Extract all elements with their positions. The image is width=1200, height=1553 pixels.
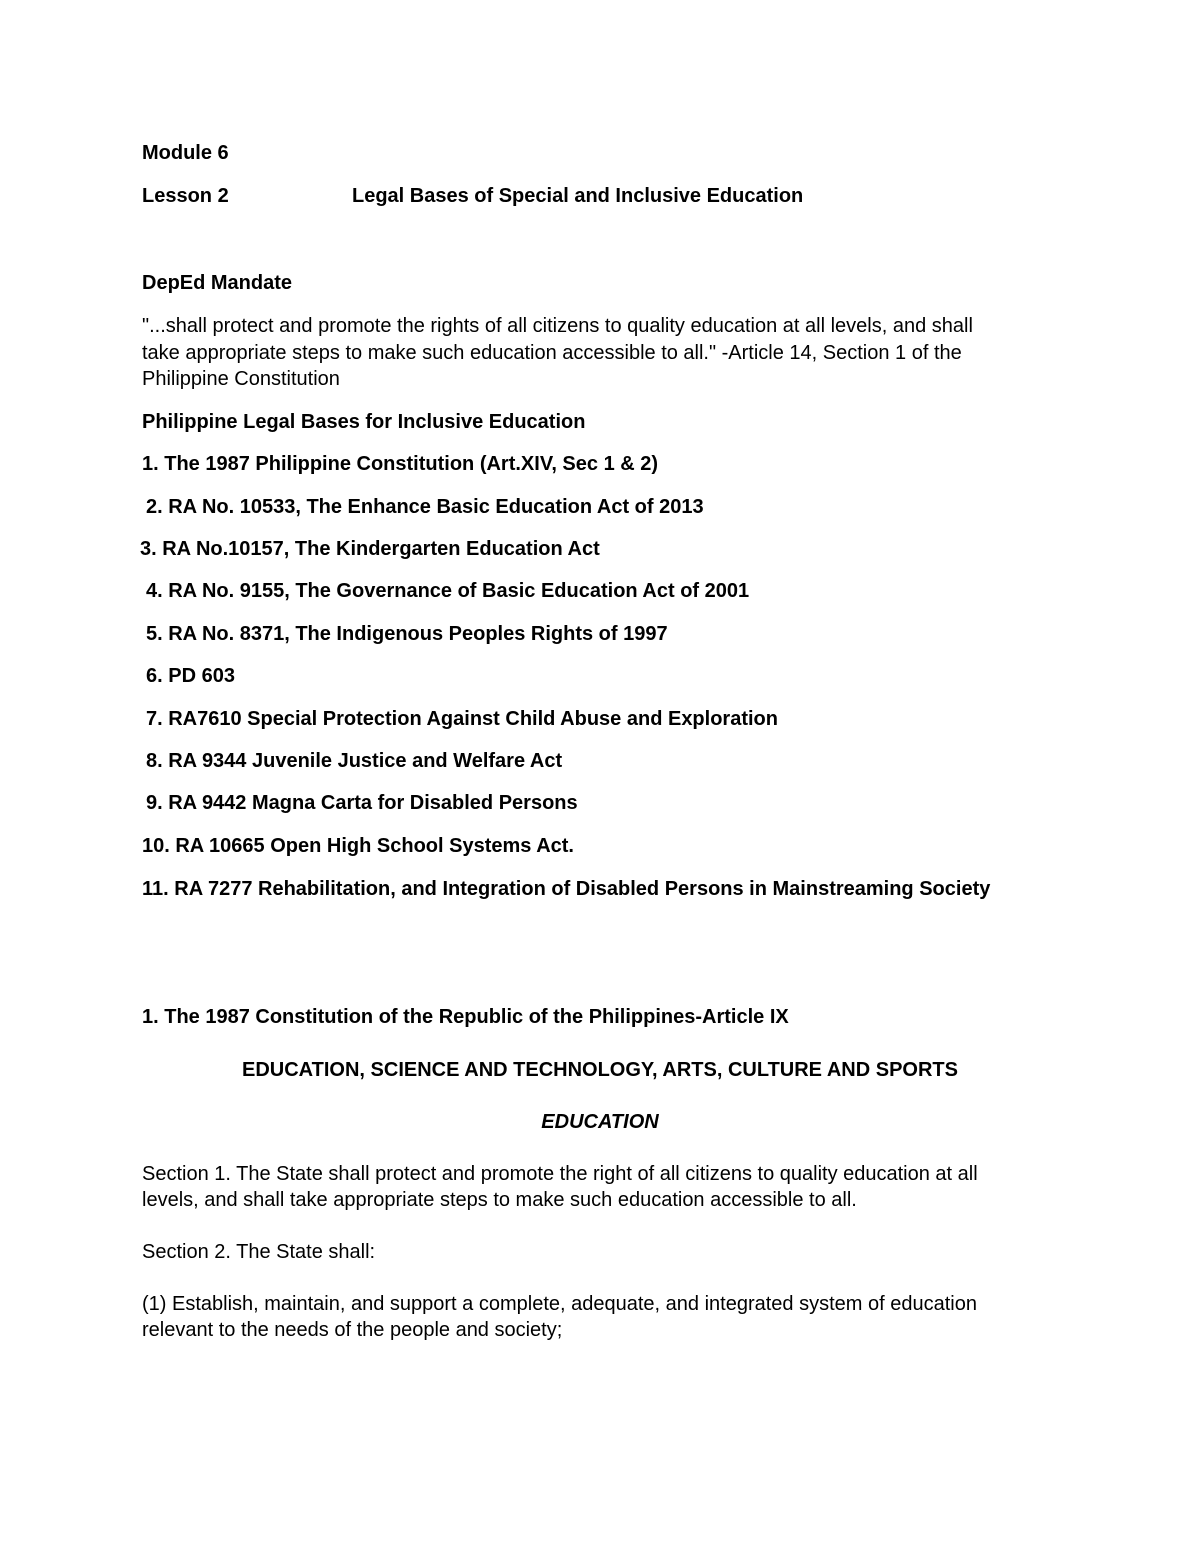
lesson-label: Lesson 2 bbox=[142, 185, 229, 207]
section-2: Section 2. The State shall: bbox=[142, 1241, 376, 1263]
legal-basis-item: 6. PD 603 bbox=[146, 665, 235, 687]
legal-basis-item: 2. RA No. 10533, The Enhance Basic Education Act of 2013 bbox=[146, 496, 704, 518]
legal-basis-item: 4. RA No. 9155, The Governance of Basic Education Act of 2001 bbox=[146, 580, 750, 602]
article-title: EDUCATION, SCIENCE AND TECHNOLOGY, ARTS, CULTURE AND SPORTS bbox=[242, 1059, 958, 1081]
legal-basis-item: 7. RA7610 Special Protection Against Child Abuse and Exploration bbox=[146, 708, 778, 730]
section-1-line-2: levels, and shall take appropriate steps to make such education accessible to all. bbox=[142, 1189, 857, 1211]
legal-basis-item: 1. The 1987 Philippine Constitution (Art.XIV, Sec 1 & 2) bbox=[142, 453, 659, 475]
mandate-quote-line-2: take appropriate steps to make such education accessible to all." -Article 14, Section 1 of the bbox=[142, 342, 962, 364]
constitution-heading: 1. The 1987 Constitution of the Republic of the Philippines-Article IX bbox=[142, 1006, 789, 1028]
module-label: Module 6 bbox=[142, 142, 229, 164]
mandate-quote-line-1: "...shall protect and promote the rights of all citizens to quality education at all levels, and shall bbox=[142, 315, 973, 337]
legal-bases-heading: Philippine Legal Bases for Inclusive Education bbox=[142, 411, 586, 433]
legal-basis-item: 8. RA 9344 Juvenile Justice and Welfare Act bbox=[146, 750, 563, 772]
legal-basis-item: 5. RA No. 8371, The Indigenous Peoples Rights of 1997 bbox=[146, 623, 668, 645]
legal-basis-item: 10. RA 10665 Open High School Systems Act. bbox=[142, 835, 574, 857]
legal-basis-item: 9. RA 9442 Magna Carta for Disabled Persons bbox=[146, 792, 578, 814]
clause-1-line-1: (1) Establish, maintain, and support a complete, adequate, and integrated system of education bbox=[142, 1293, 977, 1315]
clause-1-line-2: relevant to the needs of the people and society; bbox=[142, 1319, 563, 1341]
lesson-title: Legal Bases of Special and Inclusive Education bbox=[352, 185, 804, 207]
article-subtitle: EDUCATION bbox=[541, 1111, 659, 1133]
section-1-line-1: Section 1. The State shall protect and promote the right of all citizens to quality education at all bbox=[142, 1163, 978, 1185]
mandate-quote-line-3: Philippine Constitution bbox=[142, 368, 340, 390]
legal-basis-item: 11. RA 7277 Rehabilitation, and Integration of Disabled Persons in Mainstreaming Society bbox=[142, 878, 991, 900]
mandate-heading: DepEd Mandate bbox=[142, 272, 293, 294]
legal-basis-item: 3. RA No.10157, The Kindergarten Education Act bbox=[140, 538, 600, 560]
